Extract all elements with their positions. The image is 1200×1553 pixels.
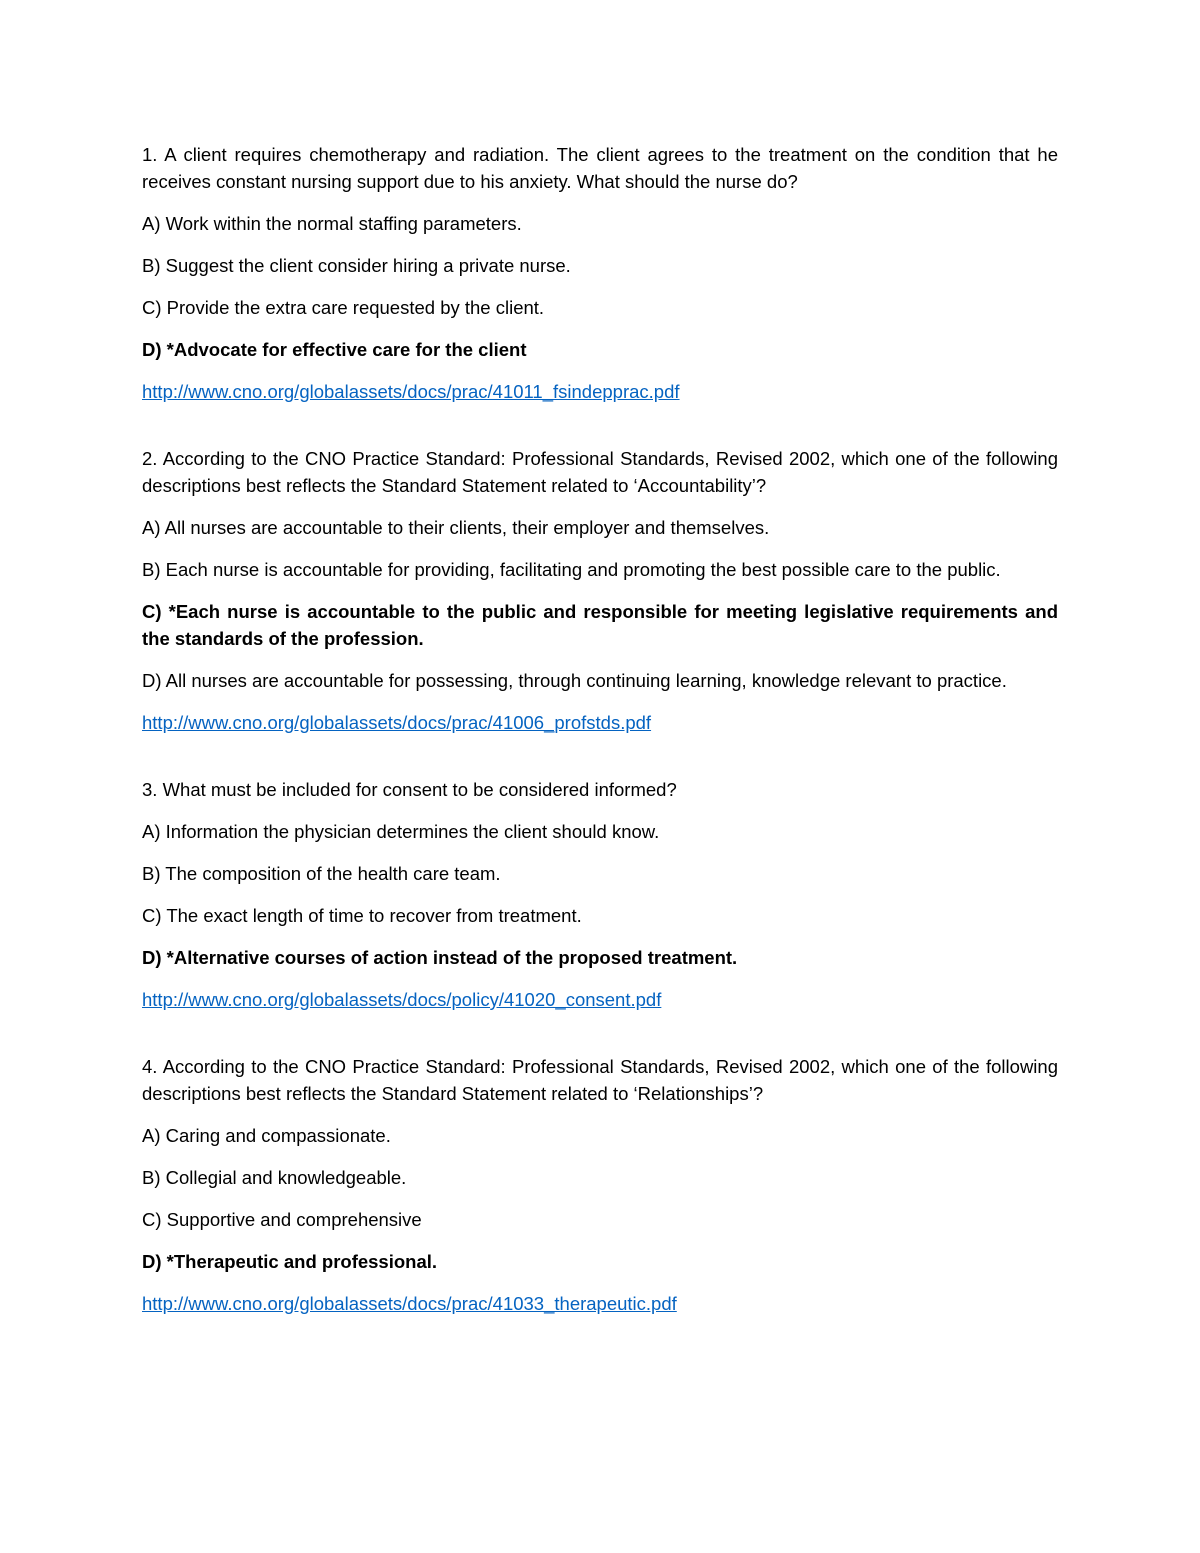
- question-3: [142, 776, 1058, 1013]
- option-c-correct: C) *Each nurse is accountable to the public and responsible for meeting legislative requirements and the standards of the profession.: [142, 601, 1058, 649]
- option-a: A) All nurses are accountable to their clients, their employer and themselves.: [142, 517, 770, 538]
- reference-link[interactable]: http://www.cno.org/globalassets/docs/prac/41011_fsindepprac.pdf: [142, 381, 680, 402]
- reference-link[interactable]: http://www.cno.org/globalassets/docs/prac/41033_therapeutic.pdf: [142, 1293, 677, 1314]
- question-stem: 2. According to the CNO Practice Standard: Professional Standards, Revised 2002, which one of the following descriptions best reflects the Standard Statement related to ‘Accountability’?: [142, 448, 1058, 496]
- question-stem: 1. A client requires chemotherapy and radiation. The client agrees to the treatment on the condition that he receives constant nursing support due to his anxiety. What should the nurse do?: [142, 144, 1058, 192]
- option-d-correct: D) *Alternative courses of action instead of the proposed treatment.: [142, 947, 738, 968]
- option-d: D) All nurses are accountable for possessing, through continuing learning, knowledge relevant to practice.: [142, 670, 1007, 691]
- option-b: B) Collegial and knowledgeable.: [142, 1167, 407, 1188]
- question-stem: 4. According to the CNO Practice Standard: Professional Standards, Revised 2002, which one of the following descriptions best reflects the Standard Statement related to ‘Relationships’?: [142, 1056, 1058, 1104]
- option-a: A) Work within the normal staffing parameters.: [142, 213, 522, 234]
- reference-link[interactable]: http://www.cno.org/globalassets/docs/prac/41006_profstds.pdf: [142, 712, 652, 733]
- question-1: [142, 141, 1058, 405]
- option-d-correct: D) *Therapeutic and professional.: [142, 1251, 438, 1272]
- option-c: C) The exact length of time to recover from treatment.: [142, 905, 582, 926]
- option-d-correct: D) *Advocate for effective care for the client: [142, 339, 527, 360]
- question-4: [142, 1053, 1058, 1317]
- option-b: B) The composition of the health care team.: [142, 863, 501, 884]
- reference-link[interactable]: http://www.cno.org/globalassets/docs/policy/41020_consent.pdf: [142, 989, 662, 1010]
- question-2: [142, 445, 1058, 736]
- option-c: C) Provide the extra care requested by the client.: [142, 297, 545, 318]
- option-b: B) Suggest the client consider hiring a private nurse.: [142, 255, 571, 276]
- option-c: C) Supportive and comprehensive: [142, 1209, 422, 1230]
- option-a: A) Information the physician determines the client should know.: [142, 821, 660, 842]
- option-a: A) Caring and compassionate.: [142, 1125, 391, 1146]
- option-b: B) Each nurse is accountable for providing, facilitating and promoting the best possible care to the public.: [142, 559, 1001, 580]
- question-stem: 3. What must be included for consent to be considered informed?: [142, 779, 677, 800]
